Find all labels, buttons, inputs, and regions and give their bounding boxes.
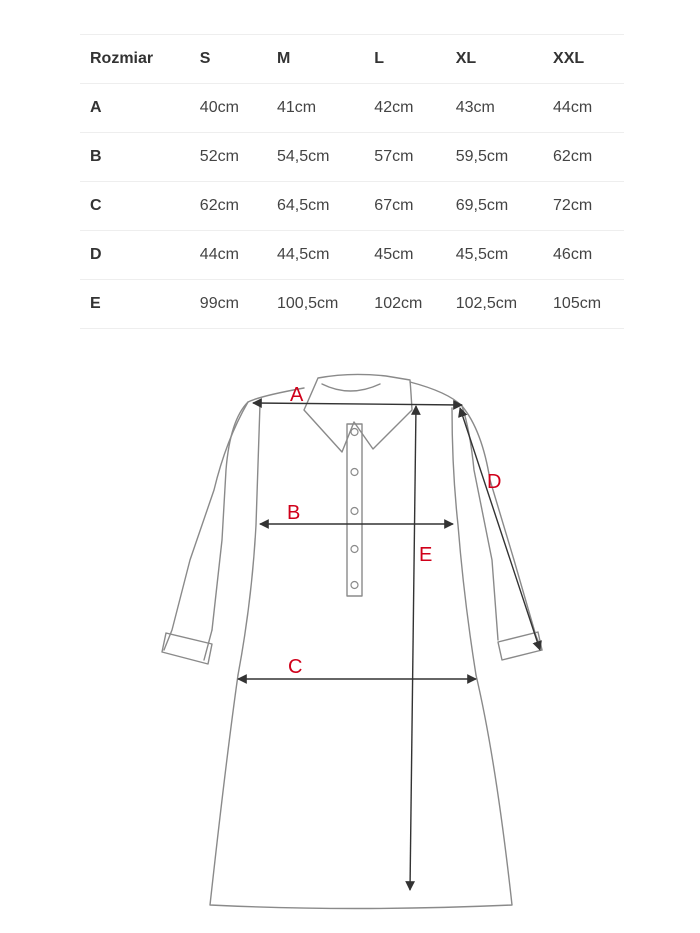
label-d: D [487,471,502,493]
size-table [80,34,624,329]
table-cell: 102cm [374,280,455,329]
table-row [80,280,624,329]
button-icon [351,508,358,515]
label-b: B [287,502,301,524]
table-cell: 44cm [553,84,624,133]
table-cell: 54,5cm [277,133,374,182]
table-cell: 102,5cm [456,280,553,329]
button-icon [351,582,358,589]
table-cell: 64,5cm [277,182,374,231]
collar-fold [322,384,380,391]
label-e: E [419,544,433,566]
table-row [80,231,624,280]
table-header-row [80,35,624,84]
header-size-m: M [277,35,374,84]
table-cell: 62cm [200,182,277,231]
table-cell: 62cm [553,133,624,182]
table-cell: 44,5cm [277,231,374,280]
header-size-xl: XL [456,35,553,84]
header-rozmiar: Rozmiar [80,35,200,84]
table-row [80,182,624,231]
table-cell: 42cm [374,84,455,133]
measure-line-a [253,403,462,405]
skirt-outline [210,675,512,909]
label-c: C [288,656,303,678]
table-cell: 40cm [200,84,277,133]
header-size-s: S [200,35,277,84]
left-sleeve [164,402,248,660]
table-cell: 41cm [277,84,374,133]
table-cell: 100,5cm [277,280,374,329]
bodice-outline [212,382,536,636]
button-icon [351,469,358,476]
table-row [80,133,624,182]
row-label-c: C [80,182,200,231]
header-size-xxl: XXL [553,35,624,84]
table-cell: 59,5cm [456,133,553,182]
row-label-b: B [80,133,200,182]
header-size-l: L [374,35,455,84]
collar-outline [304,374,412,452]
table-cell: 99cm [200,280,277,329]
table-cell: 105cm [553,280,624,329]
table-cell: 43cm [456,84,553,133]
measure-line-e [410,406,416,890]
table-cell: 46cm [553,231,624,280]
table-cell: 57cm [374,133,455,182]
dress-measurement-diagram [0,360,700,933]
label-a: A [290,384,304,406]
torso-left [238,404,260,675]
table-cell: 52cm [200,133,277,182]
torso-right [452,408,476,675]
table-cell: 69,5cm [456,182,553,231]
table-cell: 67cm [374,182,455,231]
table-cell: 45,5cm [456,231,553,280]
button-icon [351,429,358,436]
table-cell: 44cm [200,231,277,280]
button-icon [351,546,358,553]
buttons [351,429,358,589]
measure-line-d [460,408,540,650]
row-label-a: A [80,84,200,133]
dress-outline [162,374,542,908]
row-label-e: E [80,280,200,329]
table-cell: 72cm [553,182,624,231]
table-row [80,84,624,133]
table-cell: 45cm [374,231,455,280]
row-label-d: D [80,231,200,280]
button-placket [347,424,362,596]
